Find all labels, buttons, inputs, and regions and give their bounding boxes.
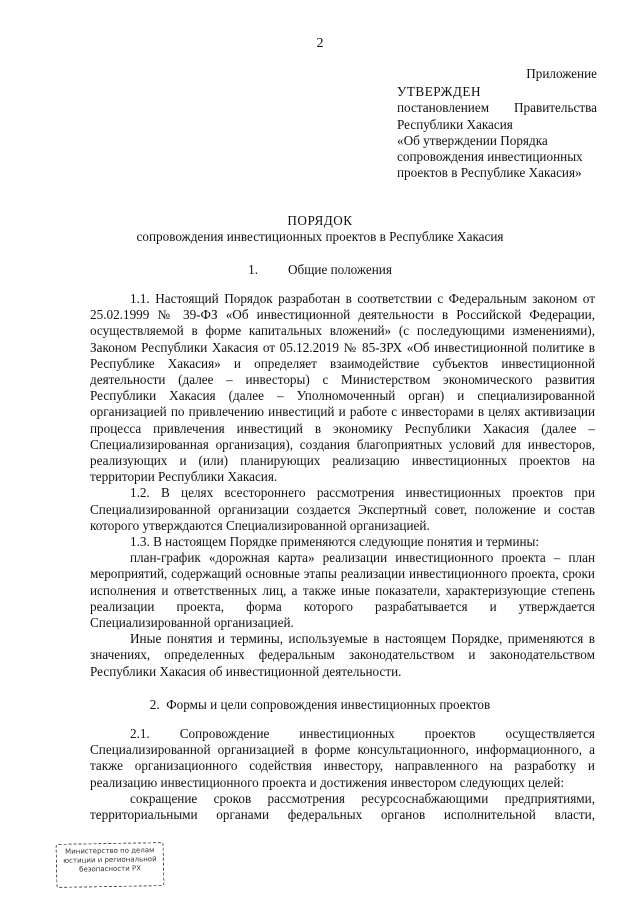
appendix-label: Приложение — [526, 66, 597, 81]
paragraph: 1.2. В целях всестороннего рассмотрения инвестиционных проектов при Специализированной организации создается Экспертный совет, положение и состав которого утверждаются Специализированной организацией. — [90, 485, 595, 533]
section-title: Общие положения — [288, 262, 392, 277]
stamp-line: юстиции и региональной — [63, 855, 157, 865]
approval-line: сопровождения инвестиционных — [397, 149, 583, 165]
paragraph: 1.3. В настоящем Порядке применяются следующие понятия и термины: — [130, 534, 540, 550]
document-subtitle: сопровождения инвестиционных проектов в Республике Хакасия — [136, 229, 504, 244]
section-1-body — [90, 291, 595, 680]
stamp-line: Министерство по делам — [65, 846, 155, 856]
paragraph: Иные понятия и термины, используемые в настоящем Порядке, применяются в значениях, определенных федеральным законодательством и законодательством Республики Хакасия об инвестиционной деятельности. — [90, 631, 595, 679]
page-number: 2 — [316, 36, 324, 51]
section-number: 1. — [248, 262, 258, 277]
approval-line: проектов в Республике Хакасия» — [397, 165, 582, 181]
section-2-heading — [0, 697, 640, 713]
approval-block — [397, 66, 597, 181]
approved-label: УТВЕРЖДЕН — [397, 84, 482, 100]
section-2-body — [90, 726, 595, 823]
stamp-line: безопасности РХ — [79, 864, 142, 874]
paragraph: 1.1. Настоящий Порядок разработан в соответствии с Федеральным законом от 25.02.1999 № 39-ФЗ «Об инвестиционной деятельности в Российской Федерации, осуществляемой в форме капитальных вложений» (с последующими изменениями), Законом Республики Хакасия от 05.12.2019 № 85-ЗРХ «Об инвестиционной политике в Республике Хакасия» и определяет взаимодействие субъектов инвестиционной деятельности (далее – инвесторы) с Министерством экономического развития Республики Хакасия (далее – Уполномоченный орган) и специализированной организацией по привлечению инвестиций и работе с инвесторами в целях активизации процесса привлечения инвестиций в экономику Республики Хакасия (далее – Специализированная организация), создания благоприятных условий для инвесторов, реализующих и (или) планирующих реализацию инвестиционных проектов на территории Республики Хакасия. — [90, 291, 595, 485]
paragraph: план-график «дорожная карта» реализации инвестиционного проекта – план мероприятий, содержащий основные этапы реализации инвестиционного проекта, сроки исполнения и ответственных лиц, а также иные показатели, характеризующие степень реализации проекта, форма которого разрабатывается и утверждается Специализированной организацией. — [90, 550, 595, 631]
approval-line: Республики Хакасия — [397, 116, 513, 132]
registration-stamp — [56, 842, 165, 888]
approval-line: «Об утверждении Порядка — [397, 132, 548, 148]
section-title: Формы и цели сопровождения инвестиционных проектов — [166, 697, 491, 712]
approval-line: постановлением Правительства — [397, 100, 597, 116]
section-number: 2. — [149, 697, 160, 712]
document-title: ПОРЯДОК — [287, 213, 353, 228]
section-1-heading — [0, 262, 640, 278]
paragraph: сокращение сроков рассмотрения ресурсоснабжающими предприятиями, территориальными органами федеральных органов исполнительной власти, — [90, 790, 595, 823]
paragraph: 2.1. Сопровождение инвестиционных проектов осуществляется Специализированной организацией в форме консультационного, информационного, а также организационного содействия инвестору, направленного на разработку и реализацию инвестиционного проекта и достижения инвестором следующих целей: — [90, 726, 595, 790]
